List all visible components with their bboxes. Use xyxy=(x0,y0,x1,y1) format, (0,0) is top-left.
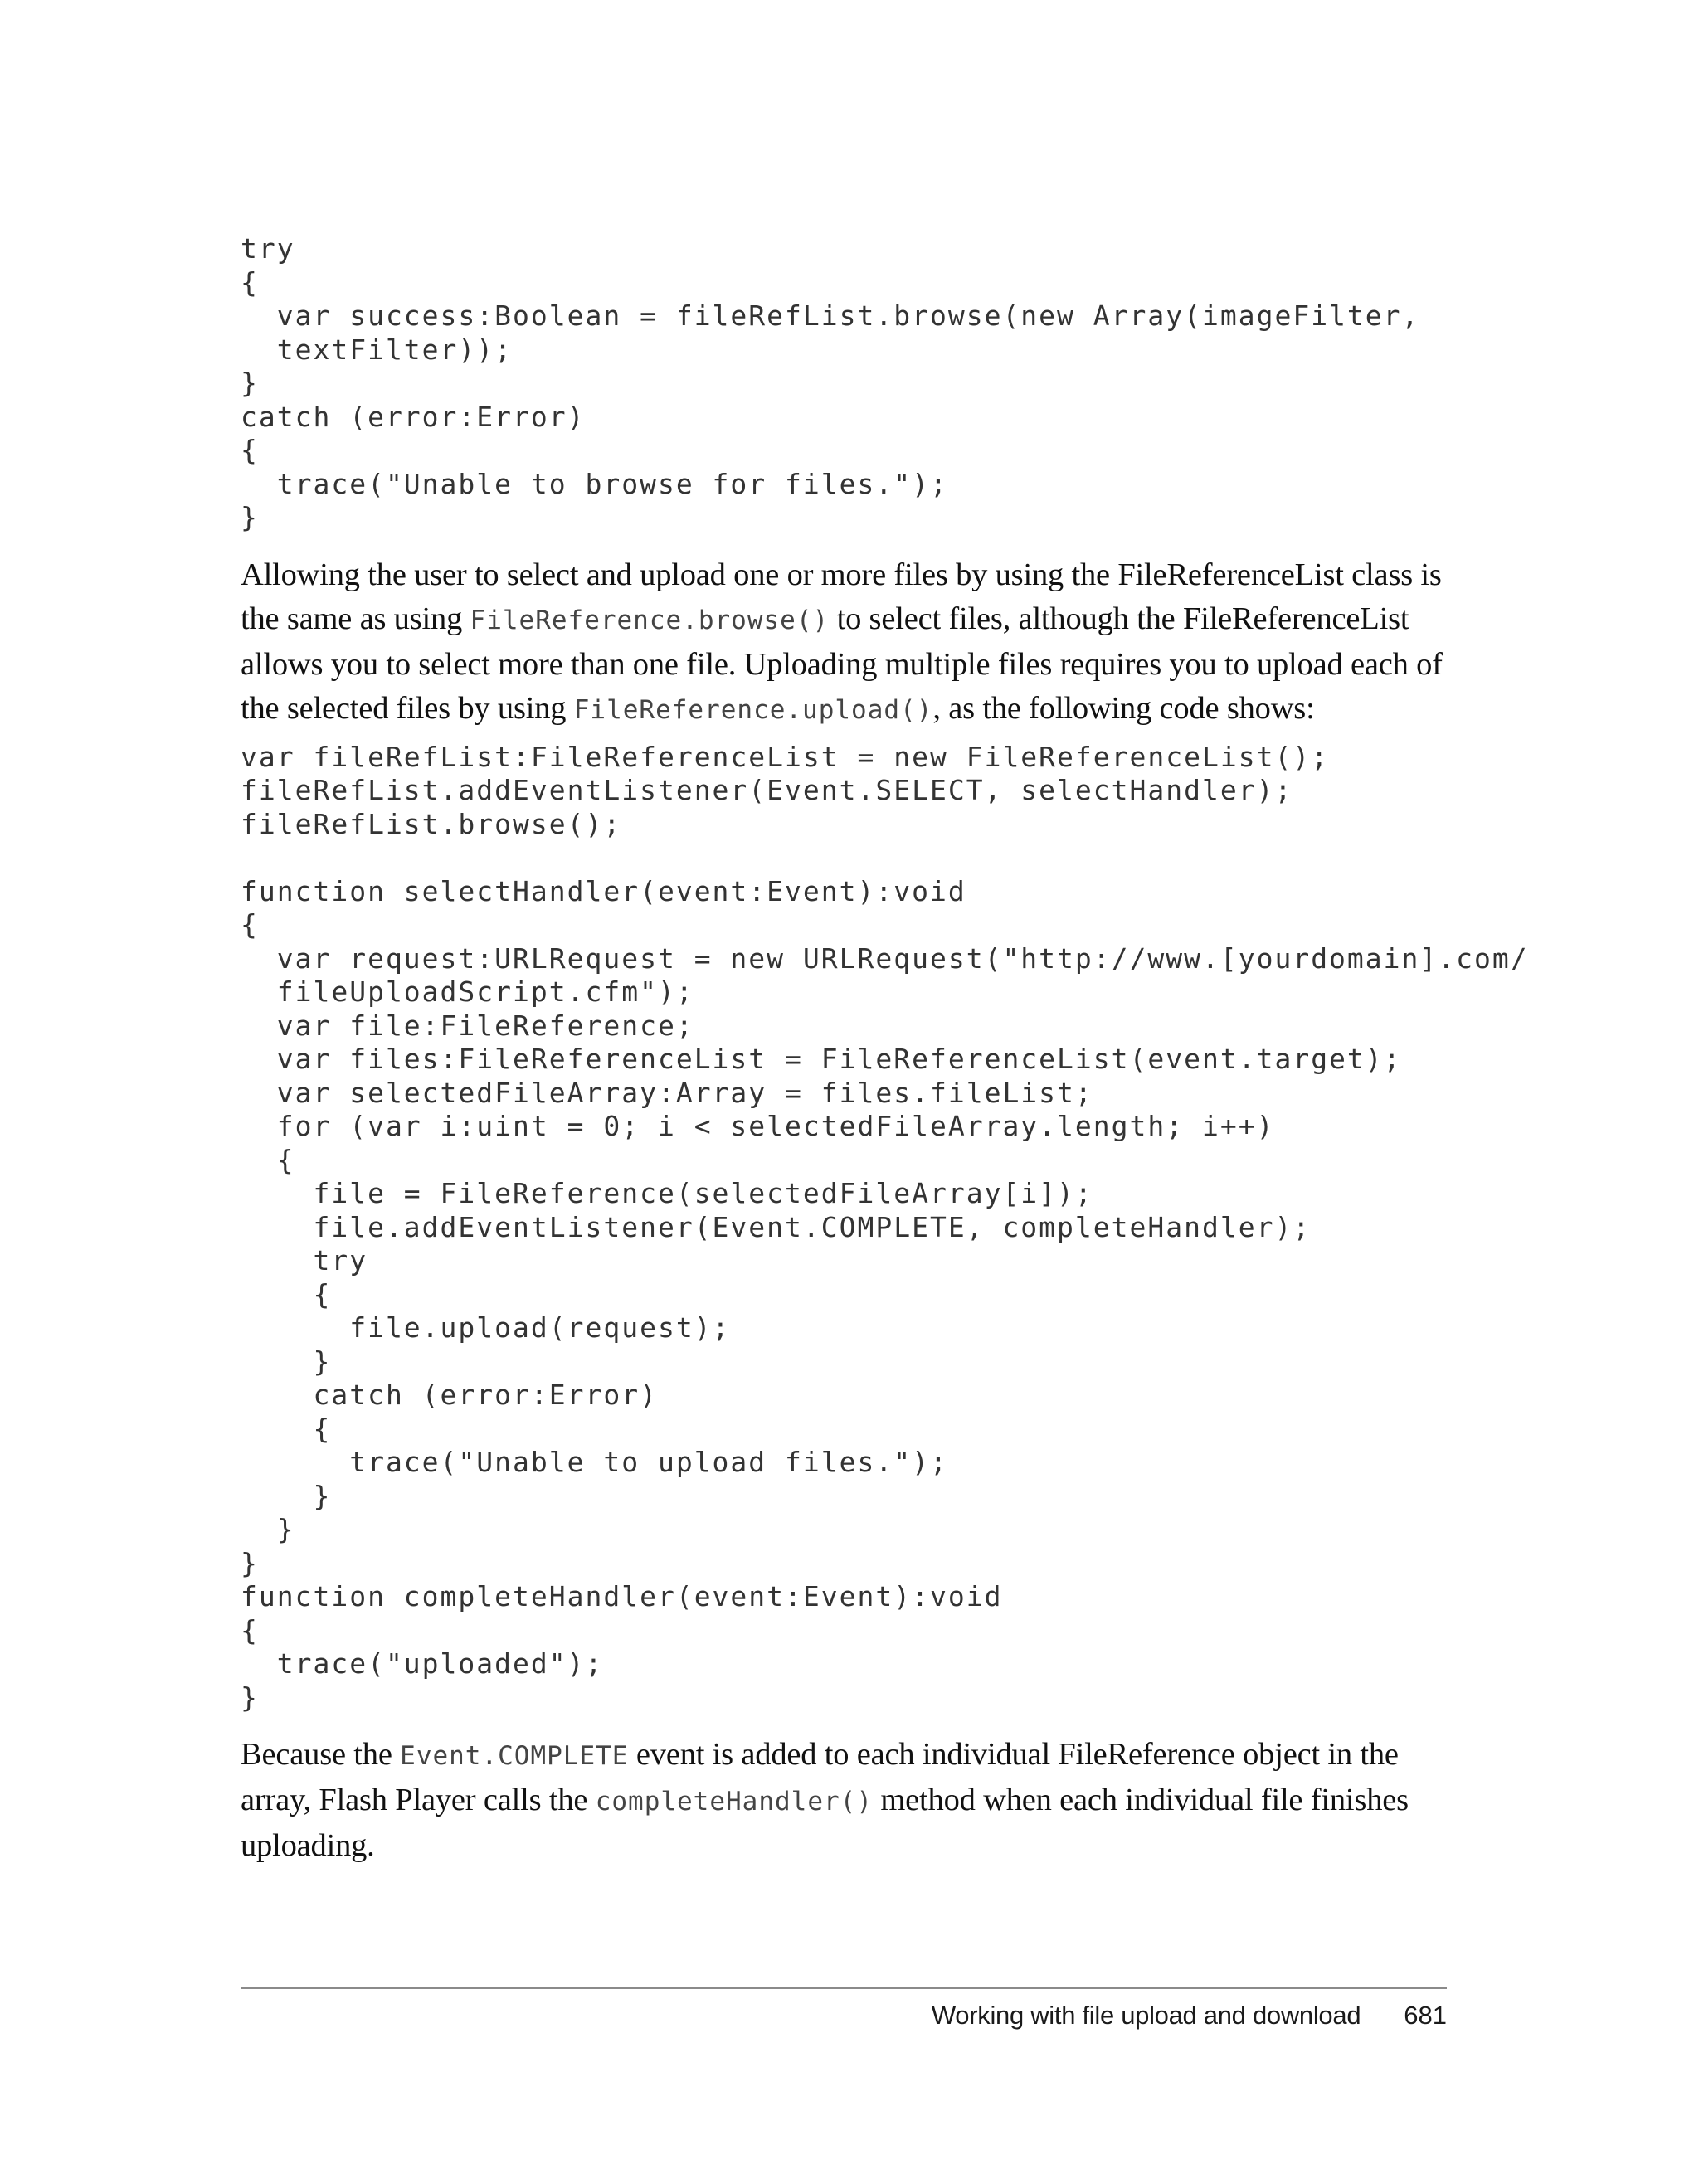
code-line: var fileRefList:FileReferenceList = new FileReferenceList(); xyxy=(241,740,1330,773)
code-line: file.upload(request); xyxy=(241,1311,731,1344)
code-line: function completeHandler(event:Event):void xyxy=(241,1580,1003,1612)
body-paragraph-complete-event xyxy=(241,1733,1452,1868)
paragraph-text: event is added to each individual FileReference object in the array, Flash Player calls the xyxy=(241,1737,1399,1817)
code-line: { xyxy=(241,434,259,466)
code-line: { xyxy=(241,1412,332,1445)
code-line: trace("uploaded"); xyxy=(241,1647,604,1680)
code-line: } xyxy=(241,1681,259,1714)
code-line: } xyxy=(241,1513,295,1545)
code-line xyxy=(241,841,1452,875)
inline-code: Event.COMPLETE xyxy=(400,1741,629,1771)
code-line: } xyxy=(241,501,259,533)
page-number: 681 xyxy=(1404,2001,1447,2030)
code-line: var selectedFileArray:Array = files.fileList; xyxy=(241,1076,1093,1109)
code-line: { xyxy=(241,1613,259,1647)
code-line: textFilter)); xyxy=(241,333,514,366)
code-line: trace("Unable to browse for files."); xyxy=(241,467,948,500)
code-line: try xyxy=(241,1244,368,1277)
code-line: var file:FileReference; xyxy=(241,1009,694,1042)
code-line: trace("Unable to upload files."); xyxy=(241,1446,948,1478)
code-line: file.addEventListener(Event.COMPLETE, completeHandler); xyxy=(241,1210,1312,1243)
inline-code: FileReference.browse() xyxy=(470,605,830,635)
code-line: { xyxy=(241,265,259,299)
code-line: var request:URLRequest = new URLRequest("http://www.[yourdomain].com/ xyxy=(241,941,1529,975)
body-paragraph-filereferencelist xyxy=(241,553,1452,732)
code-block-browse-try-catch xyxy=(241,232,1452,535)
code-line: var success:Boolean = fileRefList.browse(new Array(imageFilter, xyxy=(241,299,1420,332)
code-line: fileUploadScript.cfm"); xyxy=(241,975,694,1008)
code-line: } xyxy=(241,1479,332,1512)
code-line: } xyxy=(241,1546,259,1579)
code-line: catch (error:Error) xyxy=(241,400,586,433)
code-line: fileRefList.browse(); xyxy=(241,807,622,840)
code-line: } xyxy=(241,1345,332,1378)
code-line: } xyxy=(241,367,259,399)
code-line: function selectHandler(event:Event):void xyxy=(241,874,966,907)
code-line: fileRefList.addEventListener(Event.SELECT, selectHandler); xyxy=(241,774,1293,806)
paragraph-text: Because the xyxy=(241,1737,401,1772)
code-line: for (var i:uint = 0; i < selectedFileArray.length; i++) xyxy=(241,1110,1275,1142)
page-footer xyxy=(241,1999,1447,2032)
inline-code: FileReference.upload() xyxy=(573,694,933,725)
page-content xyxy=(241,232,1529,1868)
code-line: catch (error:Error) xyxy=(241,1379,658,1411)
inline-code: completeHandler() xyxy=(595,1787,873,1817)
code-line: file = FileReference(selectedFileArray[i]); xyxy=(241,1177,1093,1209)
paragraph-text: to select files, although the FileReferenceList allows you to select more than one file. Uploading multiple files requires you to upload each of the selected files by using xyxy=(241,601,1443,726)
code-line: { xyxy=(241,1143,295,1176)
code-line: { xyxy=(241,908,259,941)
paragraph-text: Allowing the user to select and upload one or more files by using the FileReferenceList class is the same as using xyxy=(241,557,1442,636)
code-block-upload-handlers xyxy=(241,740,1529,1715)
code-line: { xyxy=(241,1277,332,1311)
code-line: var files:FileReferenceList = FileReferenceList(event.target); xyxy=(241,1043,1402,1075)
code-line: try xyxy=(241,232,295,265)
footer-divider xyxy=(241,1987,1447,1989)
paragraph-text: method when each individual file finishes uploading. xyxy=(241,1783,1409,1863)
paragraph-text: , as the following code shows: xyxy=(932,690,1315,726)
footer-chapter-title: Working with file upload and download xyxy=(931,2001,1361,2030)
